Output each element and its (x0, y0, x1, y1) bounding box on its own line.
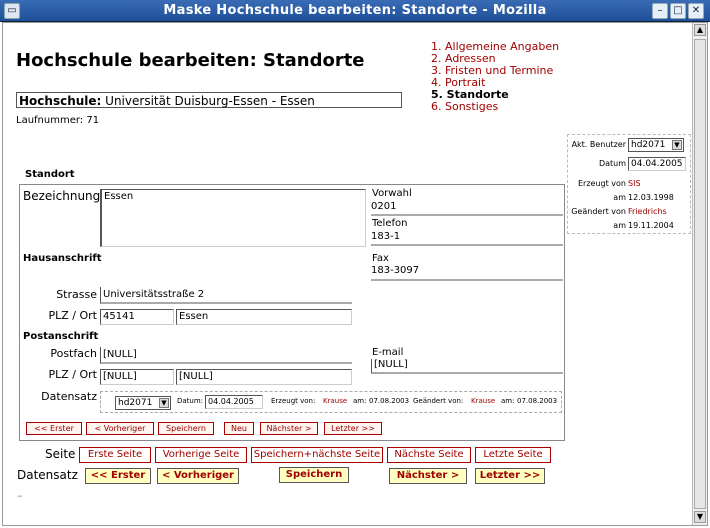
vertical-scrollbar[interactable] (692, 23, 707, 525)
close-icon[interactable]: ✕ (688, 3, 704, 19)
ort-field[interactable]: Essen (176, 309, 352, 325)
plz2-field[interactable]: [NULL] (100, 369, 174, 385)
akt-benutzer-label: Akt. Benutzer (571, 140, 626, 149)
plz-ort2-label: PLZ / Ort (48, 368, 97, 381)
fax-field[interactable]: 183-3097 (371, 265, 563, 281)
standort-erster-button[interactable]: << Erster (26, 422, 82, 435)
email-field[interactable]: [NULL] (371, 359, 563, 374)
datensatz-speichern-button[interactable]: Speichern (279, 467, 349, 483)
datensatz-letzter-button[interactable]: Letzter >> (475, 468, 545, 484)
vorwahl-label: Vorwahl (372, 188, 412, 199)
ds-am2-label: am: (501, 397, 515, 405)
ds-datum-field[interactable]: 04.04.2005 (205, 395, 263, 409)
scroll-up-icon[interactable]: ▲ (694, 24, 706, 36)
datum-label: Datum (598, 159, 626, 168)
standort-neu-button[interactable]: Neu (224, 422, 254, 435)
seite-label: Seite (45, 447, 76, 461)
vorwahl-field[interactable]: 0201 (371, 201, 563, 216)
bezeichnung-label: Bezeichnung (23, 189, 101, 203)
content-frame (2, 22, 708, 526)
erste-seite-button[interactable]: Erste Seite (79, 447, 151, 463)
window-titlebar (0, 0, 710, 22)
nav-item-fristen[interactable]: 3. Fristen und Termine (431, 64, 554, 77)
plz-ort-label: PLZ / Ort (48, 309, 97, 322)
ort2-field[interactable]: [NULL] (176, 369, 352, 385)
scroll-down-icon[interactable]: ▼ (694, 511, 706, 523)
postanschrift-heading: Postanschrift (23, 331, 99, 342)
standort-form (19, 184, 565, 441)
minimize-icon[interactable]: – (652, 3, 668, 19)
ds-geaendert-label: Geändert von: (413, 397, 464, 405)
am1-label: am (613, 193, 626, 202)
vorherige-seite-button[interactable]: Vorherige Seite (155, 447, 247, 463)
ds-erzeugt-label: Erzeugt von: (271, 397, 316, 405)
window-menu-icon[interactable]: ▭ (4, 3, 20, 19)
plz-field[interactable]: 45141 (100, 309, 174, 325)
bezeichnung-textarea[interactable]: Essen (100, 189, 366, 247)
datensatz-label: Datensatz (17, 468, 78, 482)
nav-item-allgemeine-angaben[interactable]: 1. Allgemeine Angaben (431, 40, 560, 53)
hochschule-field (16, 92, 402, 108)
geaendert-von-value: Friedrichs (628, 207, 667, 216)
ds-user-select[interactable] (115, 396, 171, 410)
laufnummer: Laufnummer: 71 (16, 115, 100, 126)
window-title: Maske Hochschule bearbeiten: Standorte - Mozilla (163, 3, 547, 18)
datum-field[interactable]: 04.04.2005 (628, 157, 686, 171)
nav-item-adressen[interactable]: 2. Adressen (431, 52, 496, 65)
am1-value: 12.03.1998 (628, 193, 674, 202)
am2-value: 19.11.2004 (628, 221, 674, 230)
ds-geaendert-value: Krause (471, 397, 496, 405)
am2-label: am (613, 221, 626, 230)
letzte-seite-button[interactable]: Letzte Seite (475, 447, 551, 463)
ds-am1-label: am: (353, 397, 367, 405)
datensatz-erster-button[interactable]: << Erster (85, 468, 151, 484)
section-nav (431, 41, 559, 113)
nav-item-sonstiges[interactable]: 6. Sonstiges (431, 100, 499, 113)
standort-speichern-button[interactable]: Speichern (158, 422, 214, 435)
ds-am1-value: 07.08.2003 (369, 397, 410, 405)
datensatz-vorheriger-button[interactable]: < Vorheriger (157, 468, 239, 484)
page-title: Hochschule bearbeiten: Standorte (16, 50, 365, 71)
geaendert-von-label: Geändert von (571, 207, 626, 216)
speichern-naechste-seite-button[interactable]: Speichern+nächste Seite (251, 447, 383, 463)
telefon-field[interactable]: 183-1 (371, 231, 563, 246)
erzeugt-von-value: SIS (628, 179, 641, 188)
footer-dash: – (17, 489, 23, 502)
nav-item-standorte: 5. Standorte (431, 88, 509, 101)
scroll-thumb[interactable] (694, 39, 706, 509)
ds-am2-value: 07.08.2003 (517, 397, 558, 405)
postfach-field[interactable]: [NULL] (100, 347, 352, 364)
akt-benutzer-select[interactable] (628, 138, 684, 152)
email-label: E-mail (372, 347, 404, 358)
chevron-down-icon: ▼ (672, 140, 682, 150)
akt-benutzer-value: hd2071 (631, 140, 666, 150)
strasse-field[interactable]: Universitätsstraße 2 (100, 287, 352, 304)
standort-letzter-button[interactable]: Letzter >> (324, 422, 382, 435)
ds-erzeugt-value: Krause (323, 397, 348, 405)
ds-datum-label: Datum: (177, 397, 204, 405)
hochschule-value: Universität Duisburg-Essen - Essen (105, 94, 315, 108)
datensatz-row-label: Datensatz (41, 390, 97, 403)
postfach-label: Postfach (50, 347, 97, 360)
erzeugt-von-label: Erzeugt von (578, 179, 626, 188)
standort-heading: Standort (25, 169, 75, 180)
hochschule-label: Hochschule: (19, 94, 102, 108)
strasse-label: Strasse (56, 288, 97, 301)
hausanschrift-heading: Hausanschrift (23, 253, 102, 264)
ds-user-value: hd2071 (118, 398, 153, 408)
naechste-seite-button[interactable]: Nächste Seite (387, 447, 471, 463)
telefon-label: Telefon (372, 218, 408, 229)
user-info-box (567, 134, 691, 234)
maximize-icon[interactable]: □ (670, 3, 686, 19)
fax-label: Fax (372, 253, 389, 264)
standort-vorheriger-button[interactable]: < Vorheriger (86, 422, 154, 435)
datensatz-meta (100, 391, 562, 413)
standort-naechster-button[interactable]: Nächster > (260, 422, 318, 435)
nav-item-portrait[interactable]: 4. Portrait (431, 76, 486, 89)
chevron-down-icon: ▼ (159, 398, 169, 408)
datensatz-naechster-button[interactable]: Nächster > (389, 468, 467, 484)
